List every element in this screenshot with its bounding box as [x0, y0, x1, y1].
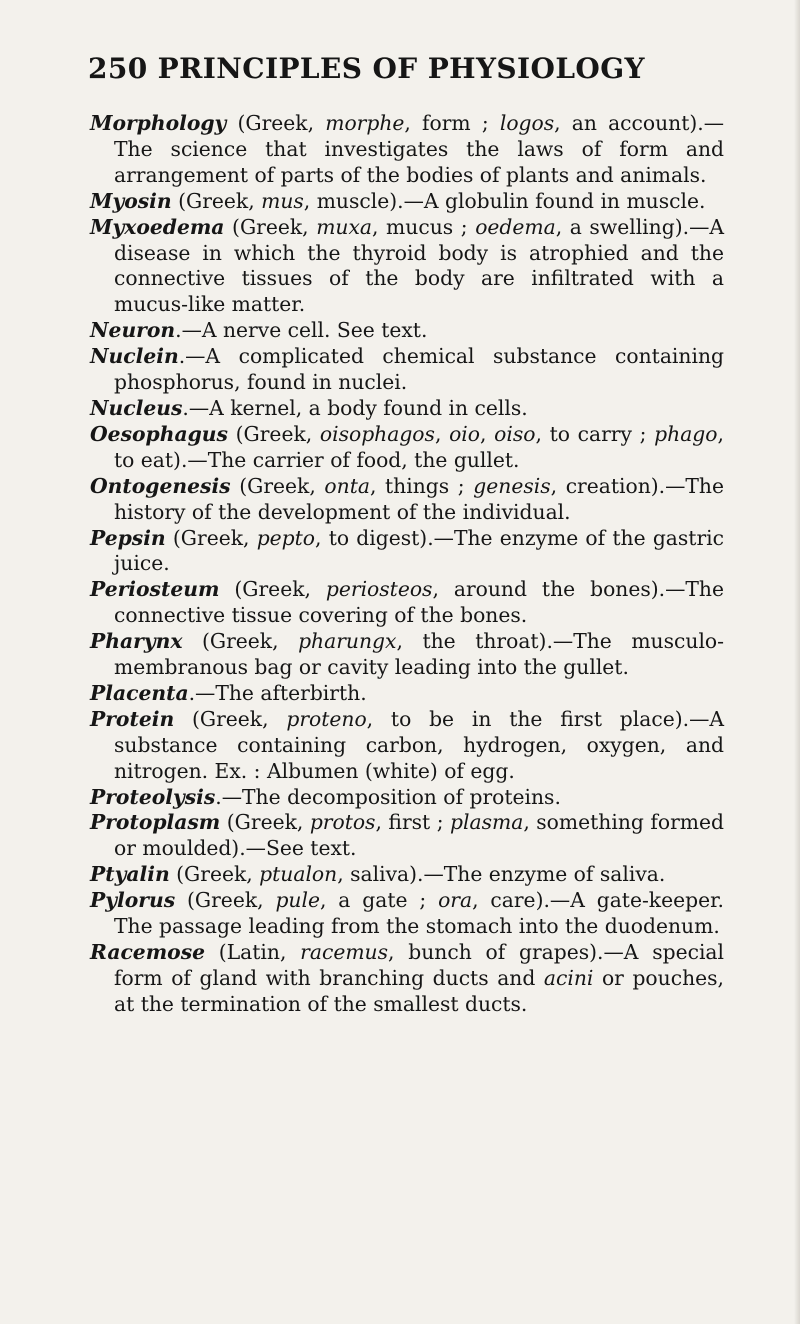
etymology-word: ora: [438, 888, 473, 913]
etymology-word: onta: [324, 473, 370, 498]
entry-term: Pharynx: [90, 629, 183, 654]
glossary-entry: [90, 474, 724, 526]
definition-text: , to be in the first place).—A substance containing carbon, hydrogen, oxygen, and nitrogen. Ex. : Albumen (white) of egg.: [114, 706, 724, 783]
definition-text: , a swelling).—A disease in which the thyroid body is atrophied and the connective tissues of the body are infiltrated with a mucus-like matter.: [114, 214, 724, 317]
etymology-word: pharungx: [298, 629, 397, 654]
definition-text: , an account).—The science that investigates the laws of form and arrangement of parts of the bodies of plants and animals.: [114, 111, 725, 187]
definition-text: , creation).—The history of the development of the individual.: [114, 473, 724, 524]
definition-text: .—A complicated chemical substance containing phosphorus, found in nuclei.: [114, 344, 724, 395]
etymology-word: periosteos: [325, 577, 433, 602]
entry-term: Morphology: [90, 111, 227, 135]
definition-text: (Greek,: [230, 473, 325, 498]
definition-text: .—The decomposition of proteins.: [215, 784, 561, 809]
definition-text: (Greek,: [226, 111, 326, 135]
definition-text: , the throat).—The musculo-membranous bag or cavity leading into the gullet.: [114, 629, 724, 680]
etymology-word: muxa: [316, 214, 373, 239]
definition-text: , around the bones).—The connective tissue covering of the bones.: [114, 577, 724, 628]
glossary-entry: [90, 629, 724, 681]
page-edge-shadow: [794, 0, 800, 1324]
etymology-word: acini: [543, 965, 594, 990]
entry-term: Myxoedema: [90, 214, 225, 239]
entry-term: Racemose: [90, 940, 206, 964]
glossary-entry: [90, 318, 724, 344]
definition-text: , to eat).—The carrier of food, the gullet.: [114, 421, 724, 472]
glossary-entry: [90, 215, 724, 319]
glossary-entry: [90, 526, 724, 578]
definition-text: , form ;: [404, 111, 500, 135]
definition-text: .—A kernel, a body found in cells.: [182, 395, 528, 420]
entry-term: Ontogenesis: [90, 473, 231, 498]
entry-term: Placenta: [90, 680, 189, 705]
definition-text: , to digest).—The enzyme of the gastric juice.: [114, 525, 724, 576]
entry-term: Pylorus: [90, 888, 176, 913]
definition-text: , a gate ;: [319, 888, 439, 913]
entry-term: Neuron: [90, 318, 176, 343]
entry-term: Nucleus: [90, 395, 183, 420]
glossary-entry: [90, 888, 724, 940]
etymology-word: mus: [261, 188, 304, 213]
glossary-entry: [90, 344, 724, 396]
definition-text: , care).—A gate-keeper. The passage leading from the stomach into the duodenum.: [114, 888, 724, 939]
definition-text: .—A nerve cell. See text.: [175, 318, 428, 343]
definition-text: ,: [434, 421, 450, 446]
etymology-word: oio: [449, 421, 480, 446]
definition-text: (Greek,: [219, 577, 326, 602]
glossary-entry: [90, 111, 724, 189]
entry-term: Nuclein: [90, 344, 179, 369]
page-header: [88, 52, 645, 85]
glossary-entry: [90, 681, 724, 707]
definition-text: or pouches, at the termination of the smallest ducts.: [114, 965, 724, 1016]
definition-text: (Greek,: [174, 706, 287, 731]
definition-text: .—The afterbirth.: [188, 680, 367, 705]
glossary-entry: [90, 422, 724, 474]
definition-text: (Greek,: [169, 862, 260, 887]
etymology-word: protos: [309, 810, 376, 835]
definition-text: (Greek,: [227, 421, 320, 446]
etymology-word: proteno: [286, 706, 367, 731]
glossary-entry: [90, 940, 724, 1018]
entry-term: Pepsin: [90, 525, 166, 550]
entry-term: Ptyalin: [90, 862, 170, 887]
entry-term: Protein: [90, 706, 175, 731]
glossary-entry: [90, 707, 724, 785]
definition-text: (Greek,: [220, 810, 310, 835]
entry-term: Protoplasm: [90, 810, 221, 835]
definition-text: ,: [480, 421, 495, 446]
definition-text: (Greek,: [171, 188, 262, 213]
etymology-word: pepto: [256, 525, 316, 550]
definition-text: , something formed or moulded).—See text.: [114, 810, 724, 861]
etymology-word: plasma: [450, 810, 524, 835]
definition-text: , first ;: [375, 810, 451, 835]
entry-term: Periosteum: [90, 577, 220, 602]
entry-term: Proteolysis: [90, 784, 216, 809]
glossary-entries: [90, 111, 724, 1018]
definition-text: (Greek,: [165, 525, 257, 550]
definition-text: (Greek,: [175, 888, 276, 913]
etymology-word: racemus: [300, 940, 389, 964]
etymology-word: oiso: [494, 421, 536, 446]
glossary-entry: [90, 189, 724, 215]
running-title: PRINCIPLES OF PHYSIOLOGY: [157, 52, 645, 85]
glossary-entry: [90, 785, 724, 811]
glossary-entry: [90, 862, 724, 888]
glossary-entry: [90, 396, 724, 422]
glossary-entry: [90, 810, 724, 862]
definition-text: , things ;: [369, 473, 474, 498]
entry-term: Oesophagus: [90, 421, 228, 446]
etymology-word: morphe: [325, 111, 405, 135]
etymology-word: logos: [499, 111, 555, 135]
etymology-word: ptualon: [259, 862, 338, 887]
definition-text: (Greek,: [224, 214, 317, 239]
entry-term: Myosin: [90, 188, 172, 213]
definition-text: , bunch of grapes).—A special form of gland with branching ducts and: [114, 940, 725, 990]
definition-text: , saliva).—The enzyme of saliva.: [337, 862, 666, 887]
definition-text: (Greek,: [182, 629, 299, 654]
glossary-entry: [90, 577, 724, 629]
etymology-word: pule: [275, 888, 320, 913]
etymology-word: oedema: [475, 214, 556, 239]
etymology-word: oisophagos: [319, 421, 435, 446]
etymology-word: genesis: [473, 473, 551, 498]
etymology-word: phago: [654, 421, 718, 446]
page-number: 250: [88, 52, 148, 85]
definition-text: (Latin,: [205, 940, 301, 964]
definition-text: , to carry ;: [535, 421, 655, 446]
definition-text: , muscle).—A globulin found in muscle.: [303, 188, 706, 213]
definition-text: , mucus ;: [372, 214, 476, 239]
